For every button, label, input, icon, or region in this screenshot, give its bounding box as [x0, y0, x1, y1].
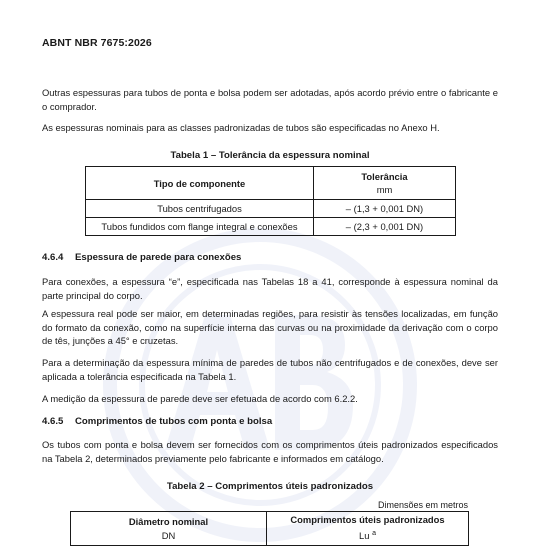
table1-row2-component: Tubos fundidos com flange integral e conexões — [86, 218, 314, 236]
table2-col2-header-footnote-mark: a — [372, 530, 376, 538]
intro-paragraph-2: As espessuras nominais para as classes padronizadas de tubos são especificadas no Anexo H. — [42, 122, 440, 133]
table1-row2-tolerance: – (2,3 + 0,001 DN) — [314, 218, 456, 236]
table1-row1-component: Tubos centrifugados — [86, 200, 314, 218]
table-row — [86, 218, 456, 236]
table-row — [86, 200, 456, 218]
table2 — [70, 511, 469, 546]
table2-col1-header-title: Diâmetro nominal — [128, 515, 209, 527]
table2-units-note: Dimensões em metros — [377, 500, 468, 510]
table1-row1-tolerance: – (1,3 + 0,001 DN) — [314, 200, 456, 218]
table2-col2-header-title: Comprimentos úteis padronizados — [290, 514, 445, 526]
section-4-6-4-paragraph-1: Para conexões, a espessura “e”, especificada nas Tabelas 18 a 41, corresponde à espessura nominal da parte principal do corpo. — [42, 276, 498, 301]
table2-header-row — [71, 512, 469, 546]
section-4-6-5-paragraph: Os tubos com ponta e bolsa devem ser fornecidos com os comprimentos úteis padronizados especificados na Tabela 2, determinados previamente pelo fabricante e informados em catálogo. — [42, 439, 498, 464]
table1-col2-header-unit: mm — [376, 184, 393, 195]
table2-col2-header-symbol: Lu — [359, 530, 370, 542]
table2-col1-header-unit: DN — [161, 529, 176, 541]
table2-col1-header — [71, 512, 267, 546]
table2-caption: Tabela 2 – Comprimentos úteis padronizados — [166, 481, 374, 492]
section-4-6-4-paragraph-2: A espessura real pode ser maior, em determinadas regiões, para resistir às tensões localizadas, em função do formato da conexão, como na superfície interna das curvas ou na proximidade da derivação com o corpo de tês, junções a 45° e cruzetas. — [42, 308, 498, 346]
standard-header: ABNT NBR 7675:2026 — [42, 37, 152, 49]
section-4-6-4-title: Espessura de parede para conexões — [75, 252, 242, 263]
table1 — [85, 166, 456, 236]
table1-col1-header: Tipo de componente — [86, 167, 314, 200]
section-4-6-4-paragraph-4: A medição da espessura de parede deve ser efetuada de acordo com 6.2.2. — [42, 393, 358, 404]
table2-col2-header — [267, 512, 469, 546]
section-4-6-5-heading — [42, 416, 272, 427]
table1-header-row — [86, 167, 456, 200]
intro-paragraph-1: Outras espessuras para tubos de ponta e bolsa podem ser adotadas, após acordo prévio entre o fabricante e o comprador. — [42, 87, 498, 112]
abnt-watermark-logo — [95, 220, 425, 550]
table2-col2-header-unit — [267, 527, 468, 543]
section-4-6-4-paragraph-3: Para a determinação da espessura mínima de paredes de tubos não centrifugados e de conexões, deve ser aplicada a tolerância especificada na Tabela 1. — [42, 357, 498, 382]
table1-col2-header — [314, 167, 456, 200]
table1-caption: Tabela 1 – Tolerância da espessura nominal — [170, 150, 370, 161]
section-4-6-4-number: 4.6.4 — [42, 252, 64, 263]
table1-col2-header-title: Tolerância — [361, 171, 408, 182]
section-4-6-5-number: 4.6.5 — [42, 416, 64, 427]
section-4-6-5-title: Comprimentos de tubos com ponta e bolsa — [75, 416, 273, 427]
section-4-6-4-heading — [42, 252, 241, 263]
